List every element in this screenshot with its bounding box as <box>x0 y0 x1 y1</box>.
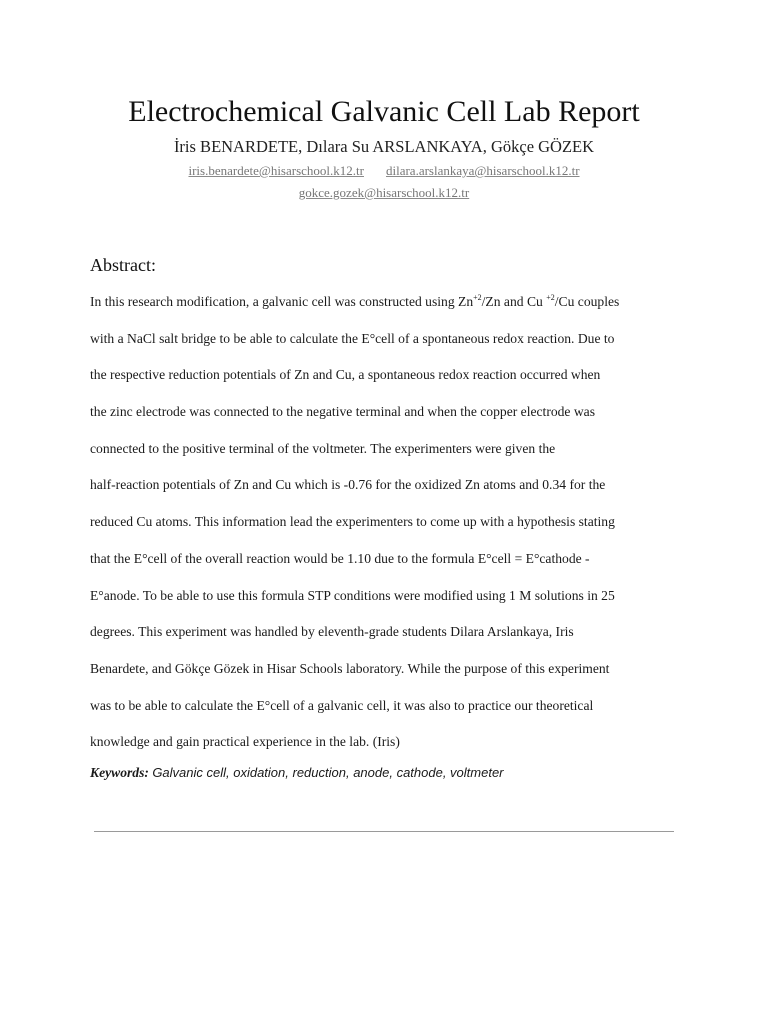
section-divider <box>94 831 674 832</box>
abstract-line: Benardete, and Gökçe Gözek in Hisar Schools laboratory. While the purpose of this experiment <box>90 660 610 676</box>
email-link-iris[interactable]: iris.benardete@hisarschool.k12.tr <box>188 163 364 178</box>
page-title: Electrochemical Galvanic Cell Lab Report <box>128 95 640 128</box>
keywords-text: Galvanic cell, oxidation, reduction, anode, cathode, voltmeter <box>152 765 504 780</box>
abstract-line <box>90 284 690 321</box>
abstract-line: with a NaCl salt bridge to be able to calculate the E°cell of a spontaneous redox reaction. Due to <box>90 330 615 346</box>
abstract-line: was to be able to calculate the E°cell of a galvanic cell, it was also to practice our theoretical <box>90 697 594 713</box>
email-link-dilara[interactable]: dilara.arslankaya@hisarschool.k12.tr <box>385 163 580 178</box>
charge-superscript: +2 <box>546 293 555 302</box>
email-row <box>0 185 768 201</box>
abstract-line: that the E°cell of the overall reaction would be 1.10 due to the formula E°cell = E°cathode - <box>90 550 590 566</box>
keywords-label: Keywords: <box>90 765 149 780</box>
author-list: İris BENARDETE, Dılara Su ARSLANKAYA, Gökçe GÖZEK <box>173 137 595 156</box>
abstract-text: In this research modification, a galvanic cell was constructed using Zn <box>90 294 474 309</box>
keywords <box>90 764 504 782</box>
email-link-gokce[interactable]: gokce.gozek@hisarschool.k12.tr <box>298 185 470 200</box>
charge-superscript: +2 <box>473 293 482 302</box>
abstract-line: E°anode. To be able to use this formula STP conditions were modified using 1 M solutions in 25 <box>90 587 615 603</box>
abstract-line: half-reaction potentials of Zn and Cu which is -0.76 for the oxidized Zn atoms and 0.34 for the <box>90 477 606 493</box>
abstract-line: knowledge and gain practical experience in the lab. (Iris) <box>90 734 400 750</box>
abstract-heading: Abstract: <box>90 255 156 275</box>
email-row <box>0 163 768 179</box>
abstract-line: connected to the positive terminal of the voltmeter. The experimenters were given the <box>90 440 556 456</box>
abstract-line: degrees. This experiment was handled by eleventh-grade students Dilara Arslankaya, Iris <box>90 624 574 640</box>
abstract-line: the respective reduction potentials of Zn and Cu, a spontaneous redox reaction occurred when <box>90 367 601 383</box>
abstract-text: /Cu couples <box>554 294 620 309</box>
abstract-body <box>90 284 690 761</box>
abstract-line: the zinc electrode was connected to the negative terminal and when the copper electrode was <box>90 404 596 420</box>
abstract-line: reduced Cu atoms. This information lead the experimenters to come up with a hypothesis stating <box>90 514 615 530</box>
abstract-text: /Zn and Cu <box>481 294 547 309</box>
